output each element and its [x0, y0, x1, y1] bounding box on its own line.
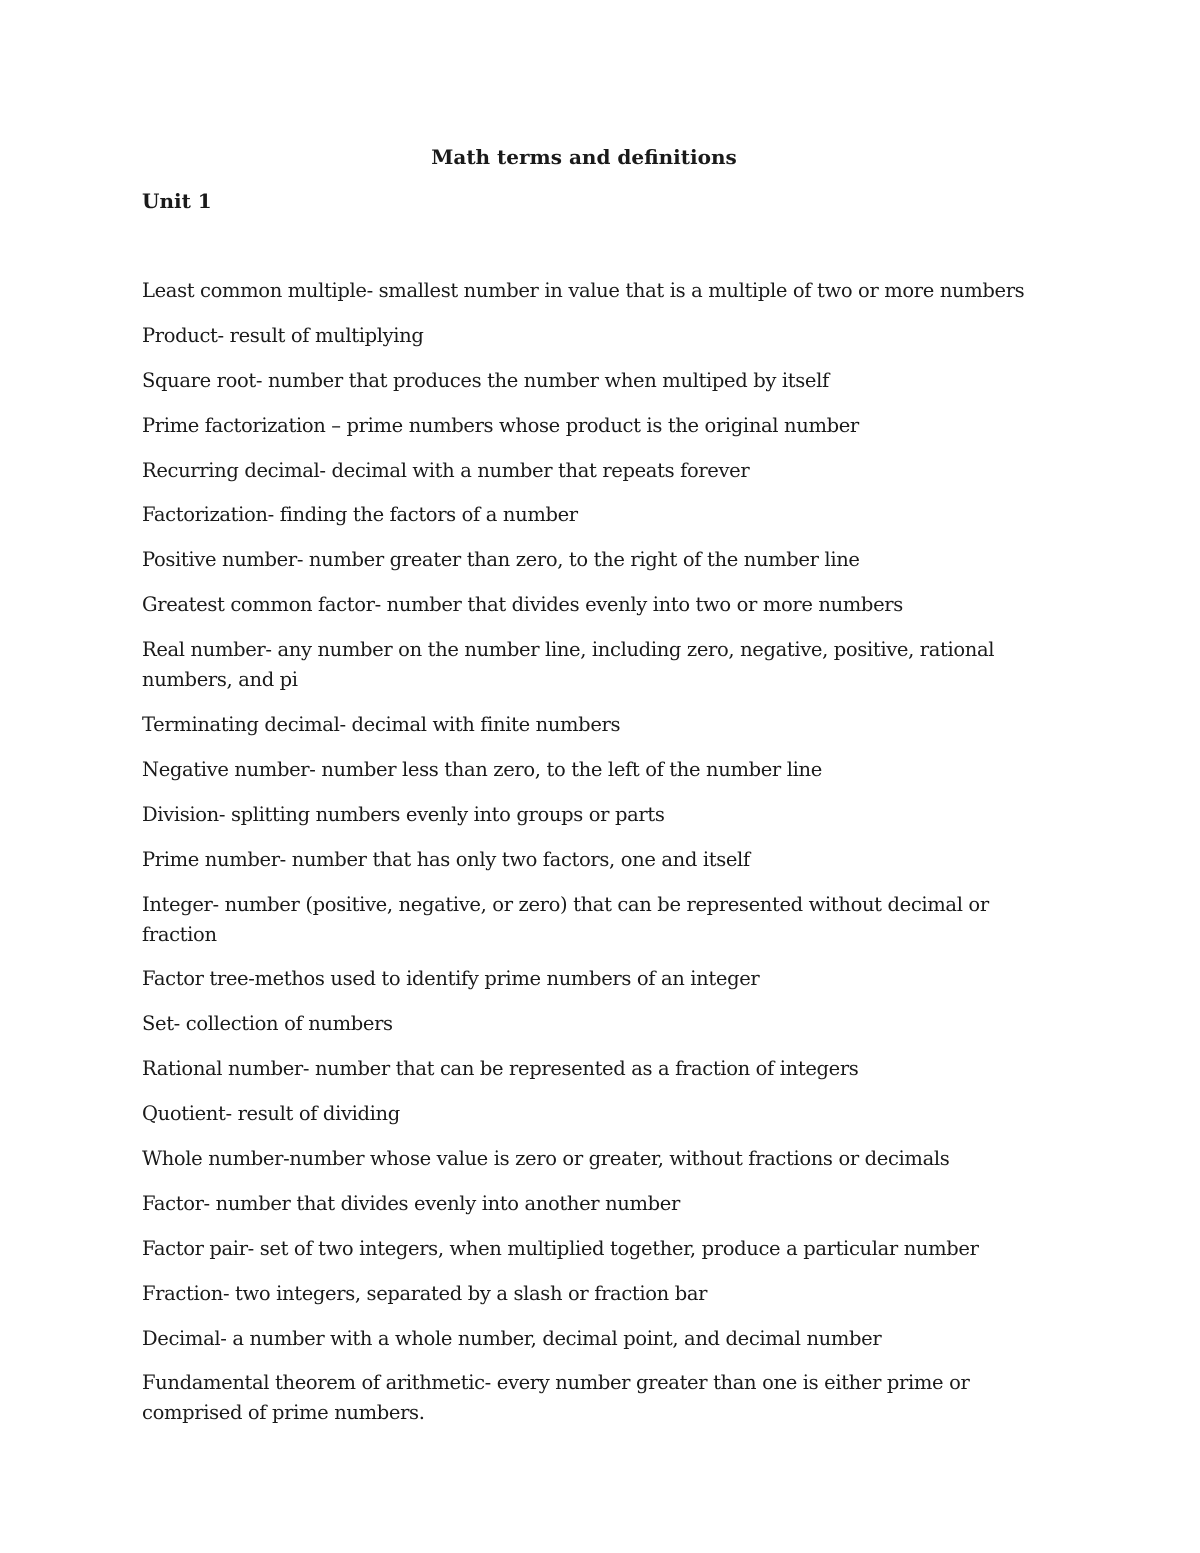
- definition-item: Set- collection of numbers: [142, 1012, 393, 1036]
- definition-item: Factor- number that divides evenly into another number: [142, 1191, 680, 1215]
- definition-item: Prime number- number that has only two factors, one and itself: [142, 847, 750, 871]
- definition-item: Real number- any number on the number line, including zero, negative, positive, rational numbers, and pi: [142, 638, 995, 692]
- definition-item: Integer- number (positive, negative, or zero) that can be represented without decimal or fraction: [142, 892, 989, 946]
- definition-item: Recurring decimal- decimal with a number that repeats forever: [142, 458, 750, 482]
- definitions-list: [142, 276, 1062, 1443]
- definition-item: Division- splitting numbers evenly into groups or parts: [142, 802, 665, 826]
- unit-heading: Unit 1: [142, 189, 212, 213]
- definition-item: Prime factorization – prime numbers whose product is the original number: [142, 413, 859, 437]
- definition-item: Greatest common factor- number that divides evenly into two or more numbers: [142, 593, 903, 617]
- definition-item: Rational number- number that can be represented as a fraction of integers: [142, 1057, 859, 1081]
- definition-item: Factor tree-methos used to identify prime numbers of an integer: [142, 967, 760, 991]
- definition-item: Terminating decimal- decimal with finite numbers: [142, 713, 621, 737]
- definition-item: Whole number-number whose value is zero or greater, without fractions or decimals: [142, 1147, 950, 1171]
- definition-item: Quotient- result of dividing: [142, 1102, 400, 1126]
- document-title: Math terms and definitions: [431, 145, 737, 169]
- definition-item: Decimal- a number with a whole number, decimal point, and decimal number: [142, 1326, 882, 1350]
- definition-item: Square root- number that produces the number when multiped by itself: [142, 368, 829, 392]
- definition-item: Negative number- number less than zero, to the left of the number line: [142, 757, 822, 781]
- definition-item: Fundamental theorem of arithmetic- every number greater than one is either prime or comprised of prime numbers.: [142, 1371, 970, 1425]
- definition-item: Positive number- number greater than zero, to the right of the number line: [142, 548, 860, 572]
- definition-item: Fraction- two integers, separated by a slash or fraction bar: [142, 1281, 708, 1305]
- definition-item: Factor pair- set of two integers, when multiplied together, produce a particular number: [142, 1236, 979, 1260]
- definition-item: Factorization- finding the factors of a number: [142, 503, 578, 527]
- definition-item: Least common multiple- smallest number in value that is a multiple of two or more numbers: [142, 279, 1025, 302]
- definition-item: Product- result of multiplying: [142, 323, 424, 347]
